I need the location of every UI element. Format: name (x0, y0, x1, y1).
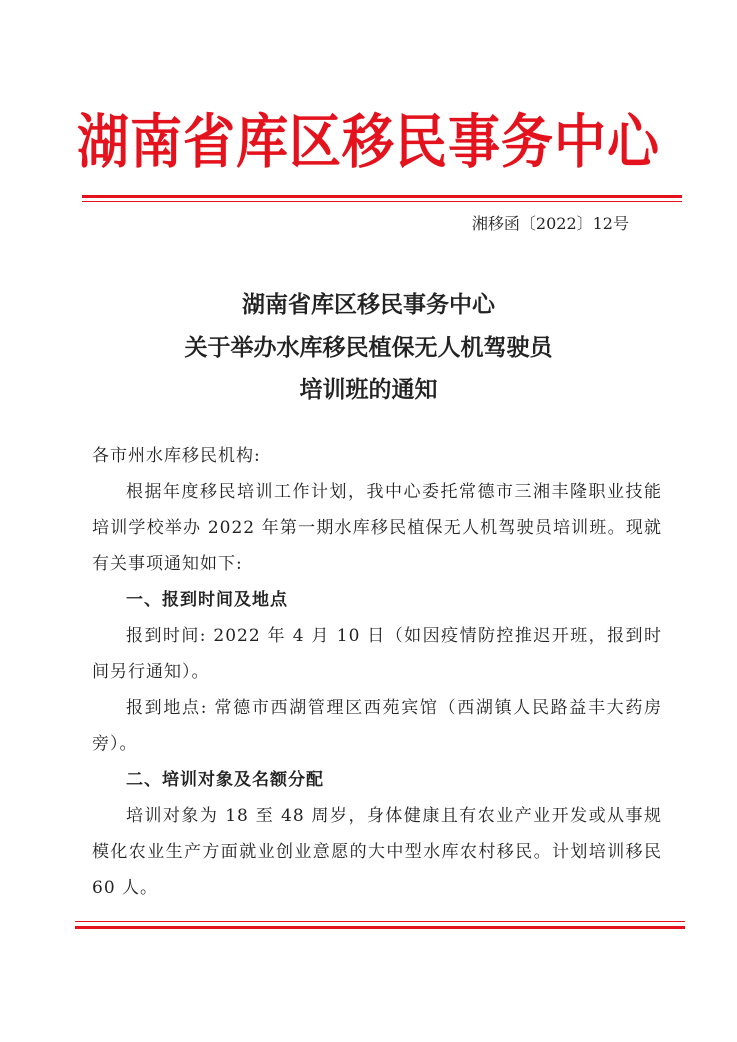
document-number: 湘移函〔2022〕12号 (471, 214, 629, 233)
document-title-line-3: 培训班的通知 (299, 376, 438, 403)
footer-divider-thin (75, 921, 685, 922)
report-time-paragraph: 报到时间: 2022 年 4 月 10 日（如因疫情防控推迟开班，报到时间另行通知）。 (92, 626, 662, 682)
footer-divider-thick (75, 926, 685, 929)
trainees-paragraph: 培训对象为 18 至 48 周岁，身体健康且有农业产业开发或从事规模化农业生产方面就业创业意愿的大中型水库农村移民。计划培训移民 60 人。 (92, 806, 662, 898)
document-title-line-1: 湖南省库区移民事务中心 (242, 291, 495, 318)
intro-paragraph: 根据年度移民培训工作计划，我中心委托常德市三湘丰隆职业技能培训学校举办 2022 年第一期水库移民植保无人机驾驶员培训班。现就有关事项通知如下: (92, 482, 662, 574)
document-title-line-2: 关于举办水库移民植保无人机驾驶员 (184, 334, 553, 361)
header-divider-thin (82, 201, 682, 202)
section-heading-2: 二、培训对象及名额分配 (126, 770, 324, 790)
header-divider-thick (82, 195, 682, 198)
section-heading-1: 一、报到时间及地点 (126, 590, 288, 610)
letterhead: 湖南省库区移民事务中心 (76, 108, 660, 177)
salutation: 各市州水库移民机构: (92, 446, 261, 466)
report-place-paragraph: 报到地点: 常德市西湖管理区西苑宾馆（西湖镇人民路益丰大药房旁）。 (92, 698, 662, 754)
